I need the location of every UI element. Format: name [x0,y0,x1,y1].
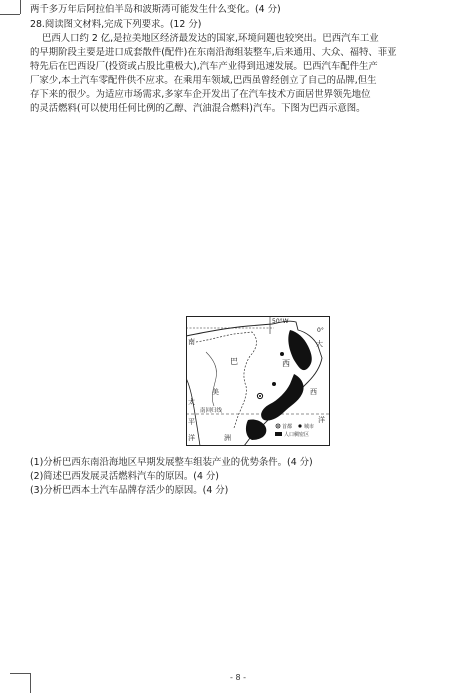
map-label-zhou: 洲 [224,434,231,442]
map-label-tai: 太 [188,398,195,406]
passage-line: 特先后在巴西设厂(投资或占股比重极大),汽车产业得到迅速发展。巴西汽车配件生产 [30,61,378,72]
map-label-xi-country: 西 [282,359,290,368]
legend-city-label: 城市 [304,424,315,430]
map-label-tropic: 南回归线 [200,408,223,414]
passage-line: 巴西人口约 2 亿,是拉美地区经济最发达的国家,环境问题也较突出。巴西汽车工业 [42,33,379,44]
capital-marker-dot [259,395,261,397]
city-marker [272,382,276,386]
legend-city-icon [298,424,301,427]
legend-population-icon [275,432,282,436]
map-label-mei: 美 [212,388,219,396]
map-label-nan: 南 [188,338,195,346]
crop-mark [20,0,21,14]
longitude-label: 50°W [272,318,289,325]
previous-question-tail: 两千多万年后阿拉伯半岛和波斯湾可能发生什么变化。(4 分) [30,4,281,15]
crop-mark [0,14,20,15]
question-header: 28.阅读图文材料,完成下列要求。(12 分) [30,19,202,30]
question-3: (3)分析巴西本土汽车品牌存活少的原因。(4 分) [30,485,229,496]
passage-line: 存下来的很少。为适应市场需求,多家车企开发出了在汽车技术方面居世界领先地位 [30,89,371,100]
city-marker [280,352,284,356]
passage-line: 厂家少,本土汽车零配件供不应求。在乘用车领域,巴西虽曾经创立了自己的品牌,但生 [30,75,377,86]
map-label-da: 大 [316,340,323,348]
passage-line: 的早期阶段主要是进口成套散件(配件)在东南沿海组装整车,后来通用、大众、福特、菲亚 [30,47,397,58]
brazil-map [186,316,330,446]
question-2: (2)简述巴西发展灵活燃料汽车的原因。(4 分) [30,471,219,482]
map-label-xi-ocean: 西 [310,388,317,396]
map-label-ba: 巴 [230,357,238,366]
legend-population-label: 人口稠密区 [284,432,310,438]
passage-line: 的灵活燃料(可以使用任何比例的乙醇、汽油混合燃料)汽车。下图为巴西示意图。 [30,103,366,114]
page-number: - 8 - [230,673,246,682]
map-label-ping: 平 [188,418,195,426]
equator-label: 0° [317,327,324,334]
legend-capital-label: 首都 [282,424,293,430]
question-1: (1)分析巴西东南沿海地区早期发展整车组装产业的优势条件。(4 分) [30,457,313,468]
map-label-yang-right: 洋 [318,416,325,424]
map-label-yang: 洋 [188,434,195,442]
